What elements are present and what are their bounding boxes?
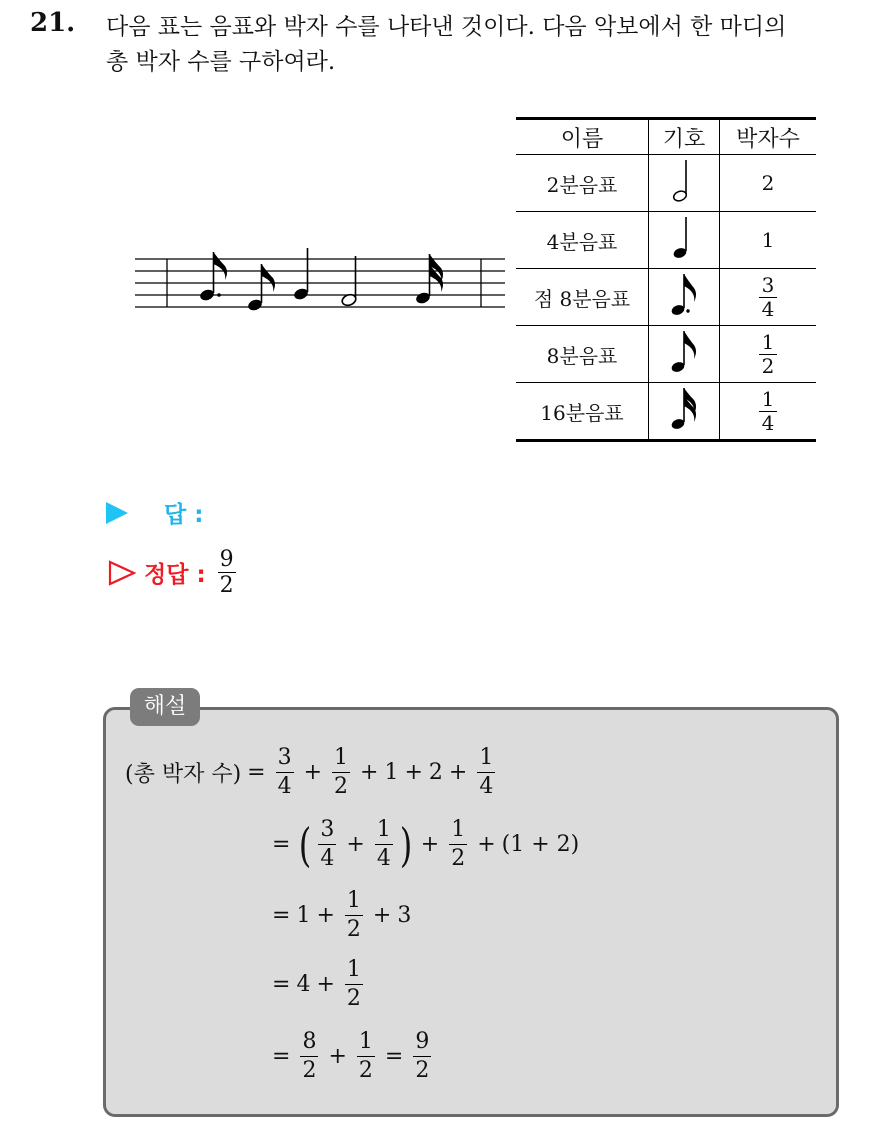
eighth-note-icon	[669, 327, 699, 377]
music-staff	[135, 238, 505, 318]
half-note-icon	[341, 256, 358, 307]
correct-answer-row	[108, 548, 236, 597]
dotted-eighth-note-icon	[669, 270, 699, 320]
fraction: 3 4	[277, 745, 292, 800]
answer-label: 답 :	[164, 502, 204, 528]
fraction: 1 2	[346, 957, 361, 1012]
fraction-numerator: 1	[761, 386, 775, 411]
quarter-note-icon	[293, 248, 310, 301]
correct-answer-value	[218, 548, 236, 597]
fraction-denominator: 4	[761, 410, 775, 435]
explanation-line-3: = 1 + 1 2 + 3	[272, 888, 412, 943]
fraction-denominator: 2	[761, 353, 775, 378]
note-beats	[720, 326, 817, 383]
quarter-note-icon	[669, 213, 699, 263]
table-row	[516, 326, 816, 383]
note-beats	[720, 269, 817, 326]
note-name: 8분음표	[516, 326, 649, 383]
half-note-icon	[669, 156, 699, 206]
fraction-numerator: 3	[761, 272, 775, 297]
note-name: 4분음표	[516, 212, 649, 269]
sixteenth-note-icon	[415, 254, 443, 305]
header-name: 이름	[516, 119, 649, 155]
fraction: 1 4	[376, 817, 391, 872]
note-beats: 2	[761, 171, 775, 195]
fraction: 1 4	[479, 745, 494, 800]
question-line-2: 총 박자 수를 구하여라.	[106, 49, 336, 75]
explanation-tag: 해설	[130, 688, 200, 726]
note-name: 16분음표	[516, 383, 649, 441]
play-triangle-icon	[106, 502, 128, 524]
explanation-line-1: (총 박자 수) = 3 4 + 1 2 + 1 + 2 + 1 4	[125, 745, 494, 800]
sixteenth-note-icon	[669, 384, 699, 434]
table-row	[516, 212, 816, 269]
fraction-denominator: 4	[761, 296, 775, 321]
beats-fraction	[759, 272, 777, 321]
fraction: 1 2	[358, 1029, 373, 1084]
fraction-numerator: 1	[761, 329, 775, 354]
note-symbol	[649, 212, 720, 269]
question-text	[106, 10, 866, 80]
table-row	[516, 383, 816, 441]
question-line-1: 다음 표는 음표와 박자 수를 나타낸 것이다. 다음 악보에서 한 마디의	[106, 14, 787, 40]
fraction: 1 2	[346, 888, 361, 943]
lhs-text: (총 박자 수)	[125, 762, 242, 788]
beats-fraction	[759, 386, 777, 435]
note-name: 2분음표	[516, 155, 649, 212]
header-beats: 박자수	[736, 126, 800, 152]
correct-answer-label: 정답 :	[144, 562, 206, 589]
fraction: 9 2	[415, 1029, 430, 1084]
answer-row	[106, 496, 203, 529]
outline-triangle-icon	[108, 560, 136, 586]
fraction: 1 2	[334, 745, 349, 800]
note-symbol	[649, 383, 720, 441]
note-table	[516, 117, 816, 442]
note-symbol	[649, 155, 720, 212]
fraction-numerator: 9	[219, 547, 234, 572]
explanation-line-5: = 8 2 + 1 2 = 9 2	[272, 1029, 430, 1084]
table-row	[516, 269, 816, 326]
table-row	[516, 155, 816, 212]
fraction: 8 2	[302, 1029, 317, 1084]
note-beats: 1	[761, 228, 775, 252]
table-header-row	[516, 119, 816, 155]
fraction: 3 4	[320, 817, 335, 872]
question-number: 21.	[30, 8, 76, 38]
explanation-line-4: = 4 + 1 2	[272, 957, 361, 1012]
beats-fraction	[759, 329, 777, 378]
note-beats	[720, 383, 817, 441]
note-symbol	[649, 326, 720, 383]
note-symbol	[649, 269, 720, 326]
explanation-line-2: = ( 3 4 + 1 4 ) + 1 2 + (1 + 2)	[272, 817, 580, 872]
note-name: 점 8분음표	[516, 269, 649, 326]
fraction: 1 2	[451, 817, 466, 872]
fraction-denominator: 2	[219, 573, 234, 599]
header-symbol: 기호	[649, 119, 720, 155]
